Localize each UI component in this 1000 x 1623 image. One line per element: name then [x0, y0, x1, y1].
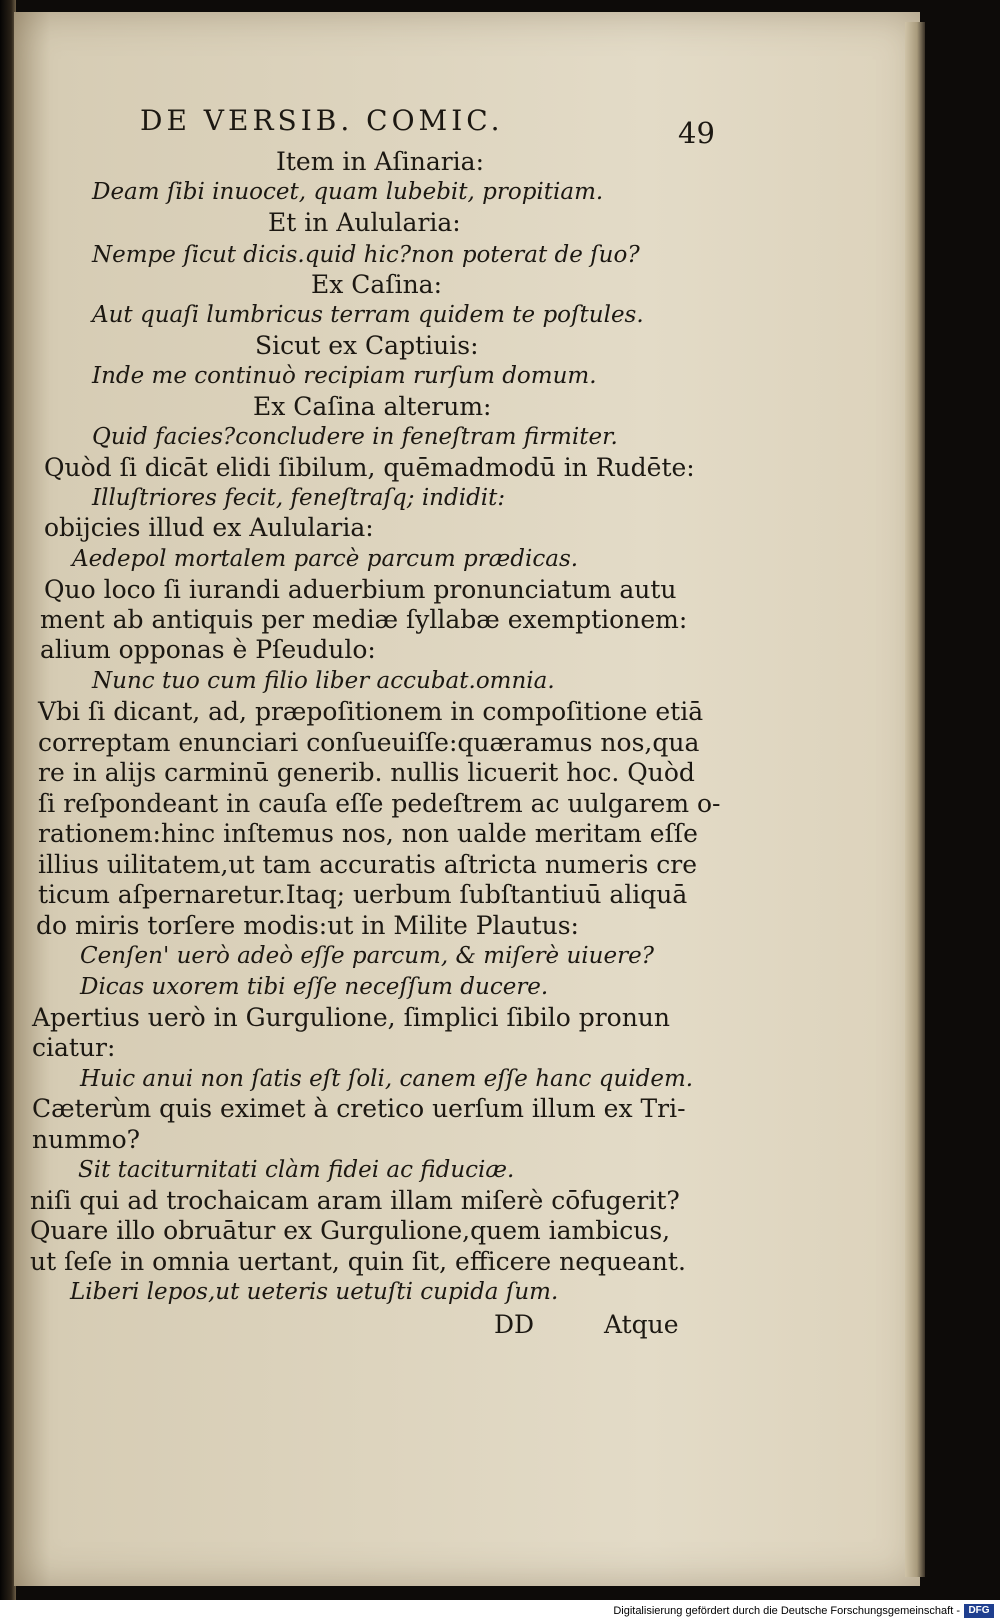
verse-line: Inde me continuò recipiam rurſum domum.: [92, 363, 597, 389]
text-line: do miris torſere modis:ut in Milite Plautus:: [36, 911, 579, 940]
verse-line: Aedepol mortalem parcè parcum prædicas.: [72, 546, 579, 572]
text-line: Quo loco ſi iurandi aduerbium pronunciatum autu: [44, 575, 677, 604]
verse-line: Aut quaſi lumbricus terram quidem te poſtules.: [92, 302, 644, 328]
text-line: nummo?: [32, 1125, 141, 1154]
text-line: illius uilitatem,ut tam accuratis aſtricta numeris cre: [38, 850, 697, 879]
text-line: Cæterùm quis eximet à cretico uerſum illum ex Tri-: [32, 1094, 686, 1123]
text-line: correptam enunciari conſueuiſſe:quæramus nos,qua: [38, 728, 700, 757]
verse-line: Cenſen' uerò adeò eſſe parcum, & miſerè uiuere?: [80, 943, 655, 969]
verse-line: Dicas uxorem tibi eſſe neceſſum ducere.: [80, 974, 549, 1000]
text-line: Quare illo obruātur ex Gurgulione,quem iambicus,: [30, 1216, 671, 1245]
text-line: ment ab antiquis per mediæ ſyllabæ exemptionem:: [40, 605, 688, 634]
text-line: Vbi ſi dicant, ad, præpoſitionem in compoſitione etiā: [38, 697, 704, 726]
verse-line: Nempe ſicut dicis.quid hic?non poterat de ſuo?: [92, 242, 640, 268]
page-edge: [905, 22, 925, 1577]
page-number: 49: [678, 116, 715, 150]
verse-line: Huic anui non ſatis eſt ſoli, canem eſſe hanc quidem.: [80, 1066, 694, 1092]
verse-line: Illuſtriores fecit, feneſtraſq; indidit:: [92, 485, 506, 511]
digitization-credit: Digitalisierung gefördert durch die Deutsche Forschungsgemeinschaft -: [613, 1605, 960, 1617]
catchword: Atque: [604, 1310, 679, 1339]
running-title: DE VERSIB. COMIC.: [140, 104, 504, 137]
text-line: ticum aſpernaretur.Itaq; uerbum ſubſtantiuū aliquā: [38, 880, 688, 909]
text-line: re in alijs carminū generib. nullis licuerit hoc. Quòd: [38, 758, 695, 787]
text-line: Apertius uerò in Gurgulione, ſimplici ſibilo pronun: [32, 1003, 671, 1032]
verse-line: Deam ſibi inuocet, quam lubebit, propitiam.: [92, 179, 604, 205]
text-line: ciatur:: [32, 1033, 116, 1062]
text-line: Item in Aſinaria:: [276, 147, 484, 176]
text-line: Sicut ex Captiuis:: [255, 331, 479, 360]
text-line: niſi qui ad trochaicam aram illam miſerè cōfugerit?: [30, 1186, 680, 1215]
text-line: obijcies illud ex Aulularia:: [44, 513, 374, 542]
text-line: ſi reſpondeant in cauſa eſſe pedeſtrem ac uulgarem o-: [38, 789, 721, 818]
verse-line: Quid facies?concludere in feneſtram firmiter.: [92, 424, 618, 450]
verse-line: Liberi lepos,ut ueteris uetuſti cupida ſum.: [70, 1279, 559, 1305]
text-line: Ex Caſina alterum:: [253, 392, 492, 421]
text-line: Quòd ſi dicāt elidi ſibilum, quēmadmodū in Rudēte:: [44, 453, 695, 482]
text-line: alium opponas è Pſeudulo:: [40, 635, 376, 664]
text-line: ut ſeſe in omnia uertant, quin ſit, efficere nequeant.: [30, 1247, 686, 1276]
dfg-logo: DFG: [964, 1604, 994, 1618]
text-line: Et in Aulularia:: [268, 208, 461, 237]
text-line: Ex Caſina:: [311, 270, 443, 299]
text-line: rationem:hinc inſtemus nos, non ualde meritam eſſe: [38, 819, 698, 848]
signature-mark: DD: [494, 1310, 535, 1339]
verse-line: Nunc tuo cum filio liber accubat.omnia.: [92, 668, 555, 694]
verse-line: Sit taciturnitati clàm fidei ac fiduciæ.: [78, 1157, 515, 1183]
